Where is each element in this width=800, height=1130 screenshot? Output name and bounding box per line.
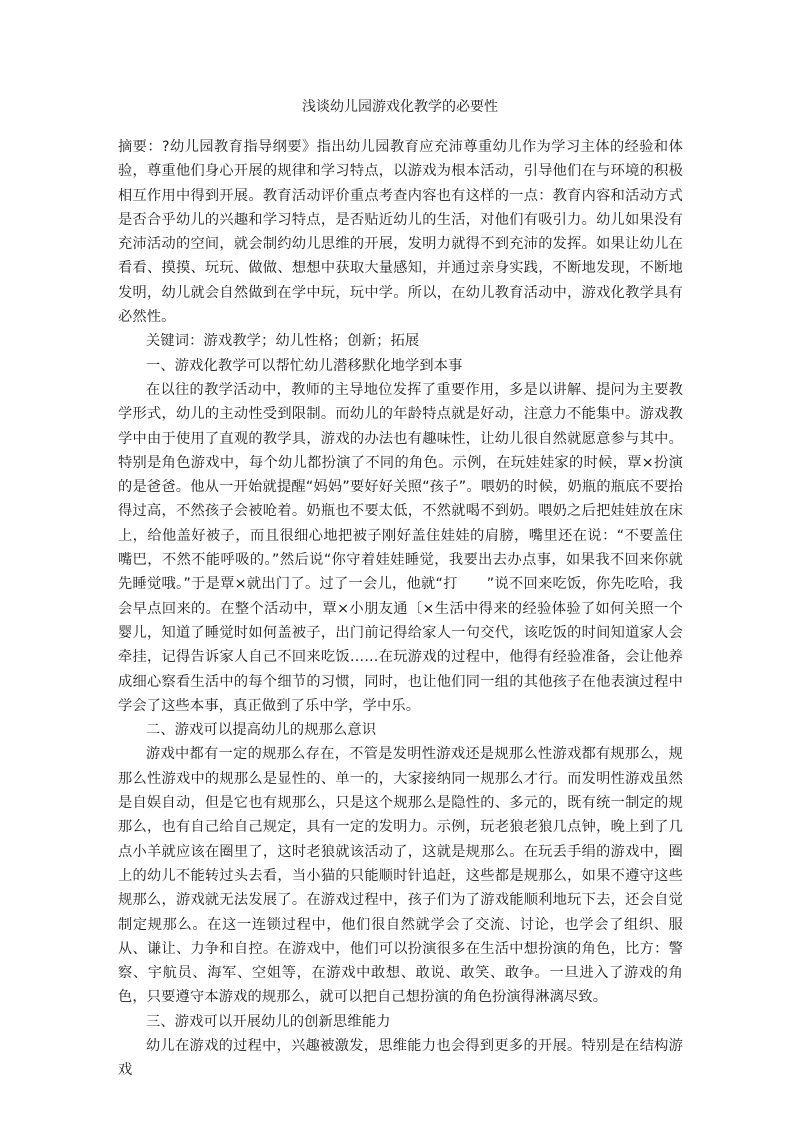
keywords-paragraph: 关键词：游戏教学；幼儿性格；创新；拓展 xyxy=(146,333,420,350)
section-heading-1: 一、游戏化教学可以帮忙幼儿潜移默化地学到本事 xyxy=(146,357,463,374)
section-3-paragraph: 幼儿在游戏的过程中，兴趣被激发，思维能力也会得到更多的开展。特别是在结构游戏 xyxy=(118,1037,683,1079)
abstract-paragraph: 摘要：?幼儿园教育指导纲要》指出幼儿园教育应充沛尊重幼儿作为学习主体的经验和体验，尊重他们身心开展的规律和学习特点，以游戏为根本活动，引导他们在与环境的积极相互作用中得到开展。教育活动评价重点考查内容也有这样的一点：教育内容和活动方式是否合乎幼儿的兴趣和学习特点，是否贴近幼儿的生活，对他们有吸引力。幼儿如果没有充沛活动的空间，就会制约幼儿思维的开展，发明力就得不到充沛的发挥。如果让幼儿在看看、摸摸、玩玩、做做、想想中获取大量感知，并通过亲身实践，不断地发现，不断地发明，幼儿就会自然做到在学中玩，玩中学。所以，在幼儿教育活动中，游戏化教学具有必然性。 xyxy=(118,139,683,326)
section-1-paragraph: 在以往的教学活动中，教师的主导地位发挥了重要作用，多是以讲解、提问为主要教学形式，幼儿的主动性受到限制。而幼儿的年龄特点就是好动，注意力不能集中。游戏教学中由于使用了直观的教学具，游戏的办法也有趣味性，让幼儿很自然就愿意参与其中。特别是角色游戏中，每个幼儿都扮演了不同的角色。示例，在玩娃娃家的时候，覃×扮演的是爸爸。他从一开始就提醒“妈妈”要好好关照“孩子”。喂奶的时候，奶瓶的瓶底不要抬得过高，不然孩子会被呛着。奶瓶也不要太低，不然就喝不到奶。喂奶之后把娃娃放在床上，给他盖好被子，而且很细心地把被子刚好盖住娃娃的肩膀，嘴里还在说：“不要盖住嘴巴，不然不能呼吸的。”然后说“你守着娃娃睡觉，我要出去办点事，如果我不回来你就先睡觉哦。”于是覃×就出门了。过了一会儿，他就“打 ”说不回来吃饭，你先吃哈，我会早点回来的。在整个活动中，覃×小朋友通〔×生活中得来的经验体验了如何关照一个婴儿，知道了睡觉时如何盖被子，出门前记得给家人一句交代，该吃饭的时间知道家人会牵挂，记得告诉家人自己不回来吃饭……在玩游戏的过程中，他得有经验准备，会让他养成细心察看生活中的每个细节的习惯，同时，也让他们同一组的其他孩子在他表演过程中学会了这些本事，真正做到了乐中学，学中乐。 xyxy=(118,381,683,714)
document-body xyxy=(118,135,683,1083)
document-title: 浅谈幼儿园游戏化教学的必要性 xyxy=(302,99,498,115)
section-heading-2: 二、游戏可以提高幼儿的规那么意识 xyxy=(146,722,377,739)
section-heading-3: 三、游戏可以开展幼儿的创新思维能力 xyxy=(146,1013,391,1030)
section-2-paragraph: 游戏中都有一定的规那么存在，不管是发明性游戏还是规那么性游戏都有规那么，规那么性游戏中的规那么是显性的、单一的，大家接纳同一规那么才行。而发明性游戏虽然是自娱自动，但是它也有规那么，只是这个规那么是隐性的、多元的，既有统一制定的规那么，也有自己给自己规定，具有一定的发明力。示例，玩老狼老狼几点钟，晚上到了几点小羊就应该在圈里了，这时老狼就该活动了，这就是规那么。在玩丢手绢的游戏中，圈上的幼儿不能转过头去看，当小猫的只能顺时针追赶，这些都是规那么，如果不遵守这些规那么，游戏就无法发展了。在游戏过程中，孩子们为了游戏能顺利地玩下去，还会自觉制定规那么。在这一连锁过程中，他们很自然就学会了交流、讨论，也学会了组织、服从、谦让、力争和自控。在游戏中，他们可以扮演很多在生活中想扮演的角色，比方：警察、宇航员、海军、空姐等，在游戏中敢想、敢说、敢笑、敢争。一旦进入了游戏的角色，只要遵守本游戏的规那么，就可以把自己想扮演的角色扮演得淋漓尽致。 xyxy=(118,746,683,1006)
